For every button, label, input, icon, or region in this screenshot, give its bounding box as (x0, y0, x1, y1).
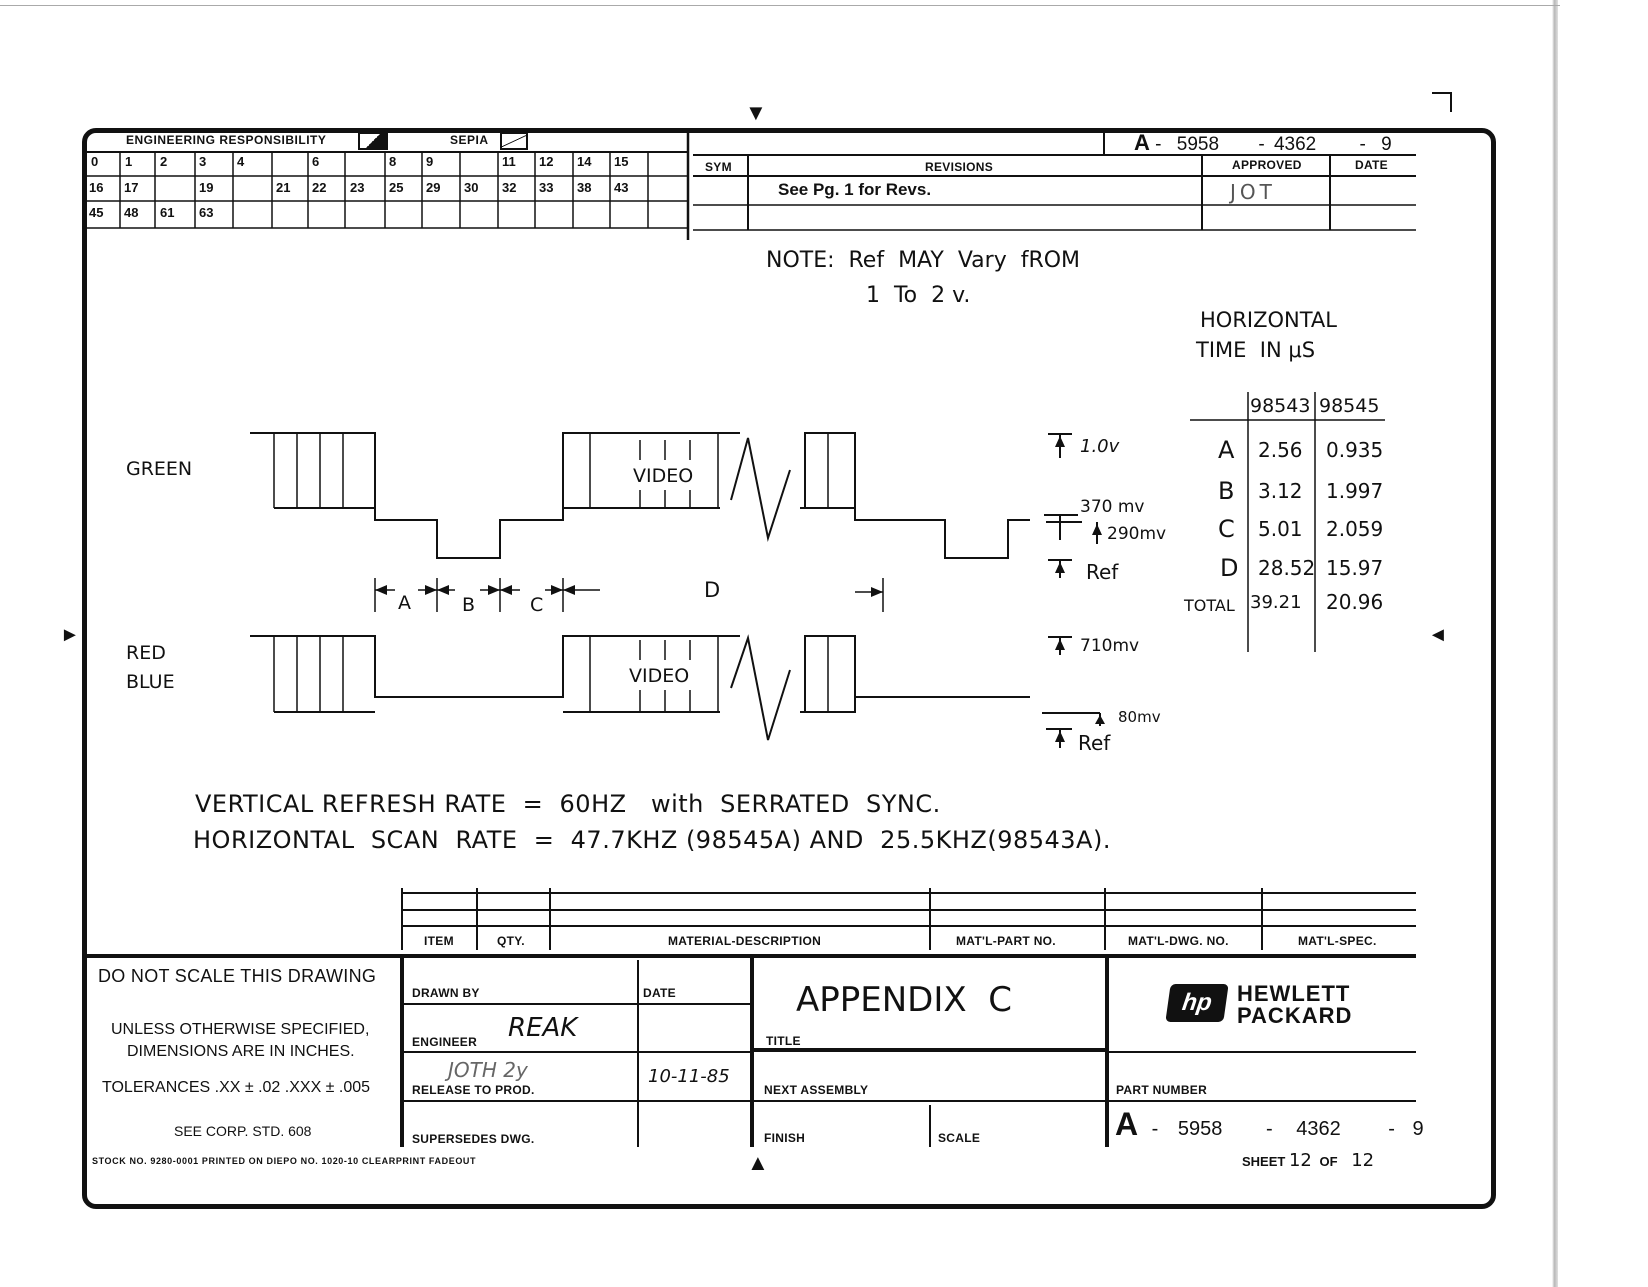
matl-part-no-header: MAT'L-PART NO. (956, 934, 1056, 948)
grid-cell: 21 (276, 180, 291, 195)
level-1v-label: 1.0v (1080, 436, 1120, 457)
approved-header: APPROVED (1232, 158, 1302, 172)
grid-cell: 3 (199, 154, 207, 169)
timing-cell: 2.56 (1258, 438, 1303, 462)
timing-cell: 0.935 (1326, 438, 1384, 462)
timing-row-label: B (1218, 477, 1235, 505)
part-number-label: PART NUMBER (1116, 1083, 1208, 1097)
segment-d-label: D (704, 578, 721, 602)
matl-dwg-no-header: MAT'L-DWG. NO. (1128, 934, 1229, 948)
release-to-prod-label: RELEASE TO PROD. (412, 1083, 535, 1097)
dimensions-text: DIMENSIONS ARE IN INCHES. (127, 1043, 355, 1060)
part-number-value: A - 5958 - 4362 - 9 (1115, 1106, 1424, 1142)
sepia-box-icon (500, 132, 528, 150)
grid-cell: 45 (89, 205, 104, 220)
doc-part3: 9 (1381, 134, 1392, 155)
grid-cell: 48 (124, 205, 139, 220)
date-label: DATE (643, 986, 676, 1000)
grid-cell: 4 (237, 154, 245, 169)
green-label: GREEN (126, 458, 193, 480)
timing-cell: 39.21 (1250, 592, 1302, 613)
grid-cell: 6 (312, 154, 320, 169)
grid-cell: 1 (125, 154, 133, 169)
timing-cell: 20.96 (1326, 590, 1384, 614)
do-not-scale-text: DO NOT SCALE THIS DRAWING (98, 966, 377, 986)
registration-arrow-left: ► (60, 624, 80, 646)
part-part1: 5958 (1177, 1118, 1223, 1140)
scale-label: SCALE (938, 1131, 981, 1145)
doc-prefix: A (1134, 130, 1150, 155)
release-date: 10-11-85 (648, 1066, 730, 1087)
blue-label: BLUE (126, 671, 175, 693)
timing-cell: 28.52 (1258, 556, 1316, 580)
sepia-label: SEPIA (450, 133, 489, 147)
segment-b-label: B (462, 594, 476, 616)
grid-cell: 38 (577, 180, 592, 195)
grid-cell: 8 (389, 154, 397, 169)
tolerances-text: TOLERANCES .XX ± .02 .XXX ± .005 (102, 1079, 371, 1096)
eng-resp-box-icon (358, 132, 388, 150)
hp-logo-text: hp (1180, 989, 1214, 1016)
approved-initials: JOT (1230, 180, 1276, 204)
company-name-1: HEWLETT (1237, 981, 1351, 1006)
grid-cell: 2 (160, 154, 168, 169)
grid-cell: 17 (124, 180, 139, 195)
sheet-indicator (1242, 1150, 1374, 1171)
timing-col-98543: 98543 (1250, 395, 1311, 417)
grid-cell: 19 (199, 180, 214, 195)
registration-arrow-right: ◄ (1428, 624, 1448, 646)
grid-cell: 11 (502, 154, 516, 169)
timing-cell: 3.12 (1258, 479, 1303, 503)
segment-a-label: A (398, 592, 411, 614)
sym-header: SYM (705, 160, 732, 174)
timing-title-1: HORIZONTAL (1200, 308, 1337, 332)
date-header: DATE (1355, 158, 1388, 172)
red-label: RED (126, 642, 166, 664)
grid-cell: 43 (614, 180, 629, 195)
video-label-redblue: VIDEO (629, 665, 690, 687)
title-value: APPENDIX C (796, 980, 1013, 1020)
segment-c-label: C (530, 594, 544, 616)
sheet-total: 12 (1351, 1150, 1375, 1171)
part-part3: 9 (1412, 1118, 1424, 1140)
qty-header: QTY. (497, 934, 525, 948)
level-370mv-label: 370 mv (1080, 497, 1145, 517)
doc-part2: 4362 (1273, 134, 1317, 155)
grid-cell: 14 (577, 154, 592, 169)
drawn-by-label: DRAWN BY (412, 986, 480, 1000)
revisions-header: REVISIONS (925, 160, 994, 174)
unless-specified-text: UNLESS OTHERWISE SPECIFIED, (111, 1021, 370, 1038)
grid-cell: 30 (464, 180, 479, 195)
grid-cell: 12 (539, 154, 554, 169)
note-line-1: NOTE: Ref MAY Vary fROM (766, 248, 1081, 273)
matl-spec-header: MAT'L-SPEC. (1298, 934, 1377, 948)
timing-row-label: C (1218, 515, 1235, 543)
material-description-header: MATERIAL-DESCRIPTION (668, 934, 822, 948)
video-label-green: VIDEO (633, 465, 694, 487)
grid-cell: 23 (350, 180, 365, 195)
level-ref-green-label: Ref (1086, 560, 1119, 584)
corner-mark-top-right (1432, 92, 1452, 112)
grid-cell: 0 (91, 154, 99, 169)
timing-row-label: D (1220, 554, 1239, 582)
timing-cell: 5.01 (1258, 517, 1303, 541)
finish-label: FINISH (764, 1131, 806, 1145)
doc-number-top: A - 5958 - 4362 - 9 (1134, 130, 1392, 155)
level-ref-rb-label: Ref (1078, 731, 1111, 755)
level-710mv-label: 710mv (1080, 636, 1140, 656)
level-80mv-label: 80mv (1118, 708, 1161, 726)
grid-cell: 63 (199, 205, 214, 220)
timing-col-98545: 98545 (1319, 395, 1380, 417)
timing-cell: 2.059 (1326, 517, 1384, 541)
grid-cell: 16 (89, 180, 104, 195)
timing-title-2: TIME IN μS (1196, 338, 1316, 362)
sheet-label: SHEET (1242, 1154, 1286, 1169)
engineer-signature: REAK (508, 1013, 578, 1043)
note-line-2: 1 To 2 v. (866, 283, 971, 308)
grid-cell: 22 (312, 180, 327, 195)
company-name-2: PACKARD (1237, 1003, 1353, 1028)
engineering-responsibility-label: ENGINEERING RESPONSIBILITY (126, 133, 327, 147)
vertical-refresh-note: VERTICAL REFRESH RATE = 60HZ with SERRATED SYNC. (195, 790, 941, 818)
grid-cell: 29 (426, 180, 441, 195)
grid-cell: 32 (502, 180, 517, 195)
grid-cell: 33 (539, 180, 554, 195)
registration-arrow-top: ▼ (745, 100, 767, 125)
grid-cell: 15 (614, 154, 629, 169)
timing-cell: 15.97 (1326, 556, 1384, 580)
part-prefix: A (1115, 1106, 1139, 1142)
horizontal-scan-note: HORIZONTAL SCAN RATE = 47.7KHZ (98545A) AND 25.5KHZ(98543A). (193, 826, 1111, 854)
scan-edge-right (1552, 0, 1558, 1287)
registration-arrow-bottom: ▲ (747, 1150, 769, 1175)
grid-cell: 9 (426, 154, 434, 169)
supersedes-dwg-label: SUPERSEDES DWG. (412, 1132, 535, 1146)
release-signature: JOTH 2y (448, 1058, 528, 1082)
timing-cell: 1.997 (1326, 479, 1384, 503)
item-header: ITEM (424, 934, 454, 948)
timing-row-label: A (1218, 436, 1235, 464)
stock-footer: STOCK NO. 9280-0001 PRINTED ON DIEPO NO. 1020-10 CLEARPRINT FADEOUT (92, 1156, 477, 1166)
hp-logo-icon (1165, 984, 1228, 1022)
title-label: TITLE (766, 1034, 801, 1048)
engineer-label: ENGINEER (412, 1035, 478, 1049)
grid-cell: 25 (389, 180, 404, 195)
timing-row-label: TOTAL (1184, 596, 1235, 615)
sheet-number: 12 (1288, 1150, 1312, 1171)
grid-cell: 61 (160, 205, 175, 220)
level-290mv-label: 290mv (1107, 524, 1167, 544)
next-assembly-label: NEXT ASSEMBLY (764, 1083, 869, 1097)
part-part2: 4362 (1296, 1118, 1341, 1140)
see-corp-std-text: SEE CORP. STD. 608 (174, 1123, 312, 1139)
scan-edge-top (0, 5, 1560, 6)
revision-entry: See Pg. 1 for Revs. (778, 180, 932, 199)
sheet-of-label: OF (1319, 1154, 1338, 1169)
doc-part1: 5958 (1176, 134, 1220, 155)
